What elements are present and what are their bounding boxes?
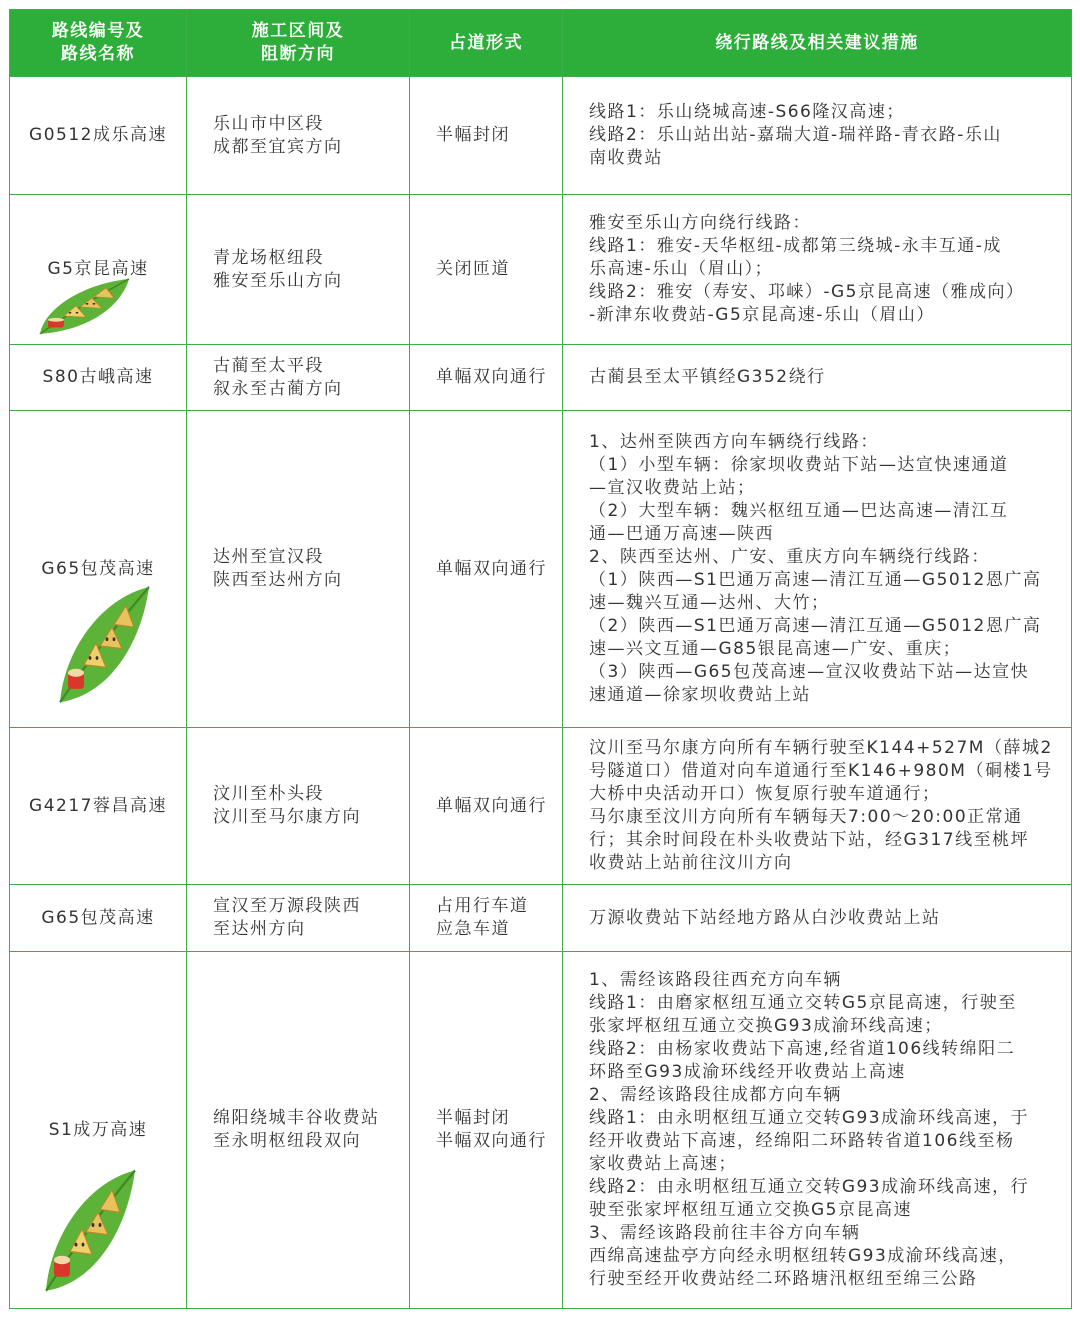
header-text: 绕行路线及相关建议措施: [715, 32, 919, 53]
detour-cell: [563, 345, 1072, 411]
detour-line: 张家坪枢纽互通立交换G93成渝环线高速；: [589, 1016, 943, 1036]
detour-line: 收费站上站前往汶川方向: [589, 853, 793, 873]
occupation-cell: [410, 195, 563, 345]
detour-line: 线路1：雅安-天华枢纽-成都第三绕城-永丰互通-成: [589, 236, 1002, 256]
detour-line: 乐高速-乐山（眉山）；: [589, 259, 774, 279]
detour-line: 2、陕西至达州、广安、重庆方向车辆绕行线路：: [589, 547, 990, 567]
detour-line: 行；其余时间段在朴头收费站下站，经G317线至桃坪: [589, 830, 1030, 850]
detour-line: （2）陕西—S1巴通万高速—清江互通—G5012恩广高: [589, 616, 1042, 636]
detour-line: 线路2：由杨家收费站下高速,经省道106线转绵阳二: [589, 1039, 1016, 1059]
table-row: [10, 77, 1072, 195]
occupation-cell: [410, 345, 563, 411]
detour-cell: [563, 885, 1072, 952]
detour-line: 线路2：雅安（寿安、邛崃）-G5京昆高速（雅成向）: [589, 282, 1025, 302]
detour-cell: [563, 411, 1072, 728]
table-row: [10, 345, 1072, 411]
detour-line: 线路2：乐山站出站-嘉瑞大道-瑞祥路-青衣路-乐山: [589, 125, 1002, 145]
detour-line: 西绵高速盐亭方向经永明枢纽转G93成渝环线高速，: [589, 1246, 1017, 1266]
detour-line: 通—巴通万高速—陕西: [589, 524, 774, 544]
table-row: [10, 195, 1072, 345]
detour-table: [9, 9, 1072, 1309]
detour-line: 家收费站上高速；: [589, 1154, 737, 1174]
section-line: 绵阳绕城丰谷收费站: [213, 1108, 380, 1128]
route-cell: [10, 728, 187, 885]
detour-table-container: [9, 9, 1071, 1309]
detour-line: 2、需经该路段往成都方向车辆: [589, 1085, 842, 1105]
detour-line: —宣汉收费站上站；: [589, 478, 756, 498]
occupation-line: 单幅双向通行: [436, 367, 547, 387]
table-row: [10, 952, 1072, 1309]
detour-line: 1、达州至陕西方向车辆绕行线路：: [589, 432, 879, 452]
section-line: 汶川至马尔康方向: [213, 807, 361, 827]
detour-line: 线路1：由永明枢纽互通立交转G93成渝环线高速，于: [589, 1108, 1030, 1128]
detour-cell: [563, 952, 1072, 1309]
occupation-cell: [410, 952, 563, 1309]
route-cell: [10, 411, 187, 728]
route-name: G65包茂高速: [41, 558, 155, 579]
occupation-line: 半幅封闭: [436, 125, 510, 145]
detour-line: 雅安至乐山方向绕行线路：: [589, 213, 811, 233]
occupation-cell: [410, 411, 563, 728]
detour-line: 南收费站: [589, 148, 663, 168]
section-cell: [187, 885, 410, 952]
occupation-line: 单幅双向通行: [436, 558, 547, 579]
detour-cell: [563, 77, 1072, 195]
detour-line: 速—魏兴互通—达州、大竹；: [589, 593, 830, 613]
zongzi-boat-icon: [54, 579, 154, 720]
detour-line: 速—兴文互通—G85银昆高速—广安、重庆；: [589, 639, 962, 659]
section-line: 汶川至朴头段: [213, 784, 324, 804]
detour-line: -新津东收费站-G5京昆高速-乐山（眉山）: [589, 305, 935, 325]
detour-line: 线路1：由磨家枢纽互通立交转G5京昆高速，行驶至: [589, 993, 1017, 1013]
header-text: 施工区间及: [251, 21, 345, 41]
detour-line: 古蔺县至太平镇经G352绕行: [589, 367, 826, 387]
header-detour: [563, 10, 1072, 77]
table-header-row: [10, 10, 1072, 77]
header-occupation: [410, 10, 563, 77]
detour-line: 3、需经该路段前往丰谷方向车辆: [589, 1223, 861, 1243]
section-line: 达州至宣汉段: [213, 547, 324, 567]
route-name: S1成万高速: [48, 1119, 148, 1140]
detour-cell: [563, 195, 1072, 345]
detour-line: 线路1：乐山绕城高速-S66隆汉高速；: [589, 102, 905, 122]
section-line: 青龙场枢纽段: [213, 247, 324, 268]
detour-line: 线路2：由永明枢纽互通立交转G93成渝环线高速，行: [589, 1177, 1030, 1197]
detour-line: 万源收费站下站经地方路从白沙收费站上站: [589, 907, 941, 928]
section-cell: [187, 728, 410, 885]
occupation-line: 关闭匝道: [436, 259, 510, 279]
section-cell: [187, 952, 410, 1309]
route-cell: [10, 885, 187, 952]
occupation-line: 半幅封闭: [436, 1108, 510, 1128]
detour-line: 1、需经该路段往西充方向车辆: [589, 970, 842, 990]
occupation-cell: [410, 885, 563, 952]
route-name: G5京昆高速: [47, 259, 149, 279]
section-line: 雅安至乐山方向: [213, 270, 343, 291]
section-cell: [187, 411, 410, 728]
occupation-line: 占用行车道: [436, 896, 529, 916]
detour-line: 经开收费站下高速，经绵阳二环路转省道106线至杨: [589, 1131, 1015, 1151]
route-cell: [10, 195, 187, 345]
zongzi-boat-icon: [40, 1162, 140, 1309]
route-cell: [10, 77, 187, 195]
header-route: [10, 10, 187, 77]
detour-line: （1）陕西—S1巴通万高速—清江互通—G5012恩广高: [589, 570, 1042, 590]
detour-line: 驶至张家坪枢纽互通立交换G5京昆高速: [589, 1200, 912, 1220]
section-cell: [187, 345, 410, 411]
header-section: [187, 10, 410, 77]
section-line: 陕西至达州方向: [213, 570, 343, 590]
route-name: G65包茂高速: [41, 907, 155, 928]
header-text: 阻断方向: [261, 44, 335, 64]
detour-line: 马尔康至汶川方向所有车辆每天7:00～20:00正常通: [589, 807, 1023, 827]
detour-line: 汶川至马尔康方向所有车辆行驶至K144+527M（薛城2: [589, 738, 1053, 758]
detour-line: 行驶至经开收费站经二环路塘汛枢纽至绵三公路: [589, 1269, 978, 1289]
occupation-line: 应急车道: [436, 919, 510, 939]
detour-line: 号隧道口）借道对向车道通行至K146+980M（硐楼1号: [589, 761, 1053, 781]
occupation-cell: [410, 77, 563, 195]
detour-line: 速通道—徐家坝收费站上站: [589, 685, 811, 705]
occupation-line: 半幅双向通行: [436, 1131, 547, 1151]
detour-line: （1）小型车辆：徐家坝收费站下站—达宣快速通道: [589, 455, 1009, 475]
detour-line: （2）大型车辆：魏兴枢纽互通—巴达高速—清江互: [589, 501, 1009, 521]
section-line: 宣汉至万源段陕西: [213, 896, 361, 916]
route-cell: [10, 952, 187, 1309]
header-text: 路线编号及: [51, 21, 145, 41]
detour-line: 大桥中央活动开口）恢复原行驶车道通行；: [589, 784, 941, 804]
detour-line: 环路至G93成渝环线经开收费站上高速: [589, 1062, 906, 1082]
route-name: G0512成乐高速: [29, 125, 167, 145]
route-name: S80古峨高速: [42, 367, 154, 387]
occupation-cell: [410, 728, 563, 885]
section-line: 叙永至古蔺方向: [213, 378, 343, 399]
section-line: 成都至宜宾方向: [213, 136, 343, 157]
route-cell: [10, 345, 187, 411]
detour-cell: [563, 728, 1072, 885]
detour-line: （3）陕西—G65包茂高速—宣汉收费站下站—达宣快: [589, 662, 1030, 682]
section-line: 至永明枢纽段双向: [213, 1131, 361, 1151]
section-line: 古蔺至太平段: [213, 355, 324, 376]
header-text: 占道形式: [449, 32, 523, 53]
zongzi-boat-icon: [34, 275, 134, 346]
section-cell: [187, 195, 410, 345]
occupation-line: 单幅双向通行: [436, 795, 547, 816]
section-line: 乐山市中区段: [213, 113, 324, 134]
table-row: [10, 885, 1072, 952]
section-line: 至达州方向: [213, 919, 306, 939]
table-row: [10, 411, 1072, 728]
header-text: 路线名称: [61, 44, 135, 64]
section-cell: [187, 77, 410, 195]
route-name: G4217蓉昌高速: [29, 795, 167, 816]
table-row: [10, 728, 1072, 885]
